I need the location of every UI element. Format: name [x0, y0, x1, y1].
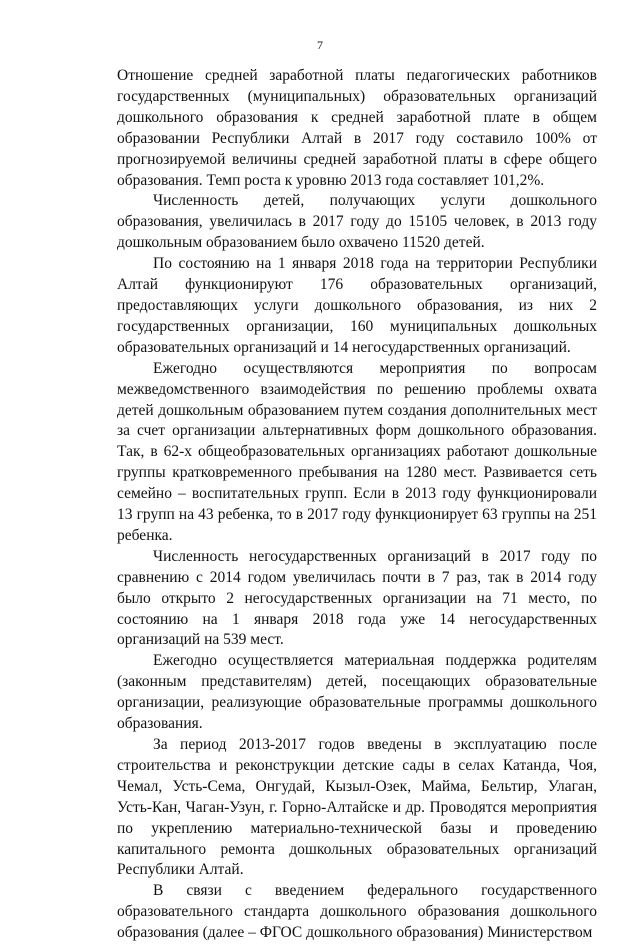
paragraph-non-state-organizations: Численность негосударственных организаций в 2017 году по сравнению с 2014 годом увеличилась почти в 7 раз, так в 2014 году было открыто 2 негосударственных организации на 71 место, по состоянию на 1 января 2018 года уже 14 негосударственных организаций на 539 мест.	[117, 547, 597, 649]
paragraph-children-count: Численность детей, получающих услуги дошкольного образования, увеличилась в 2017 году до 15105 человек, в 2013 году дошкольным образованием было охвачено 11520 детей.	[117, 192, 597, 252]
paragraph-fgos-introduction: В связи с введением федерального государственного образовательного стандарта дошкольного образования дошкольного образования (далее – ФГОС дошкольного образования) Министерством	[117, 882, 597, 942]
paragraph-interagency-measures: Ежегодно осуществляются мероприятия по вопросам межведомственного взаимодействия по решению проблемы охвата детей дошкольным образованием путем создания дополнительных мест за счет организации альтернативных форм дошкольного образования. Так, в 62-х общеобразовательных организациях работают дошкольные группы кратковременного пребывания на 1280 мест. Развивается сеть семейно – воспитательных групп. Если в 2013 году функционировали 13 групп на 43 ребенка, то в 2017 году функционирует 63 группы на 251 ребенка.	[117, 359, 597, 544]
page-number: 7	[317, 38, 323, 52]
paragraph-kindergarten-construction: За период 2013-2017 годов введены в эксплуатацию после строительства и реконструкции детские сады в селах Катанда, Чоя, Чемал, Усть-Сема, Онгудай, Кызыл-Озек, Майма, Бельтир, Улаган, Усть-Кан, Чаган-Узун, г. Горно-Алтайске и др. Проводятся мероприятия по укреплению материально-технической базы и проведению капитального ремонта дошкольных образовательных организаций Республики Алтай.	[117, 736, 597, 879]
paragraph-organizations-count: По состоянию на 1 января 2018 года на территории Республики Алтай функционируют 176 образовательных организаций, предоставляющих услуги дошкольного образования, из них 2 государственных организации, 160 муниципальных дошкольных образовательных организаций и 14 негосударственных организаций.	[117, 255, 597, 356]
document-body	[117, 66, 597, 944]
paragraph-salary-ratio: Отношение средней заработной платы педагогических работников государственных (муниципальных) образовательных организаций дошкольного образования к средней заработной плате в общем образовании Республики Алтай в 2017 году составило 100% от прогнозируемой величины средней заработной платы в сфере общего образования. Темп роста к уровню 2013 года составляет 101,2%.	[117, 67, 597, 189]
paragraph-parent-support: Ежегодно осуществляется материальная поддержка родителям (законным представителям) детей, посещающих образовательные организации, реализующие образовательные программы дошкольного образования.	[117, 652, 597, 733]
